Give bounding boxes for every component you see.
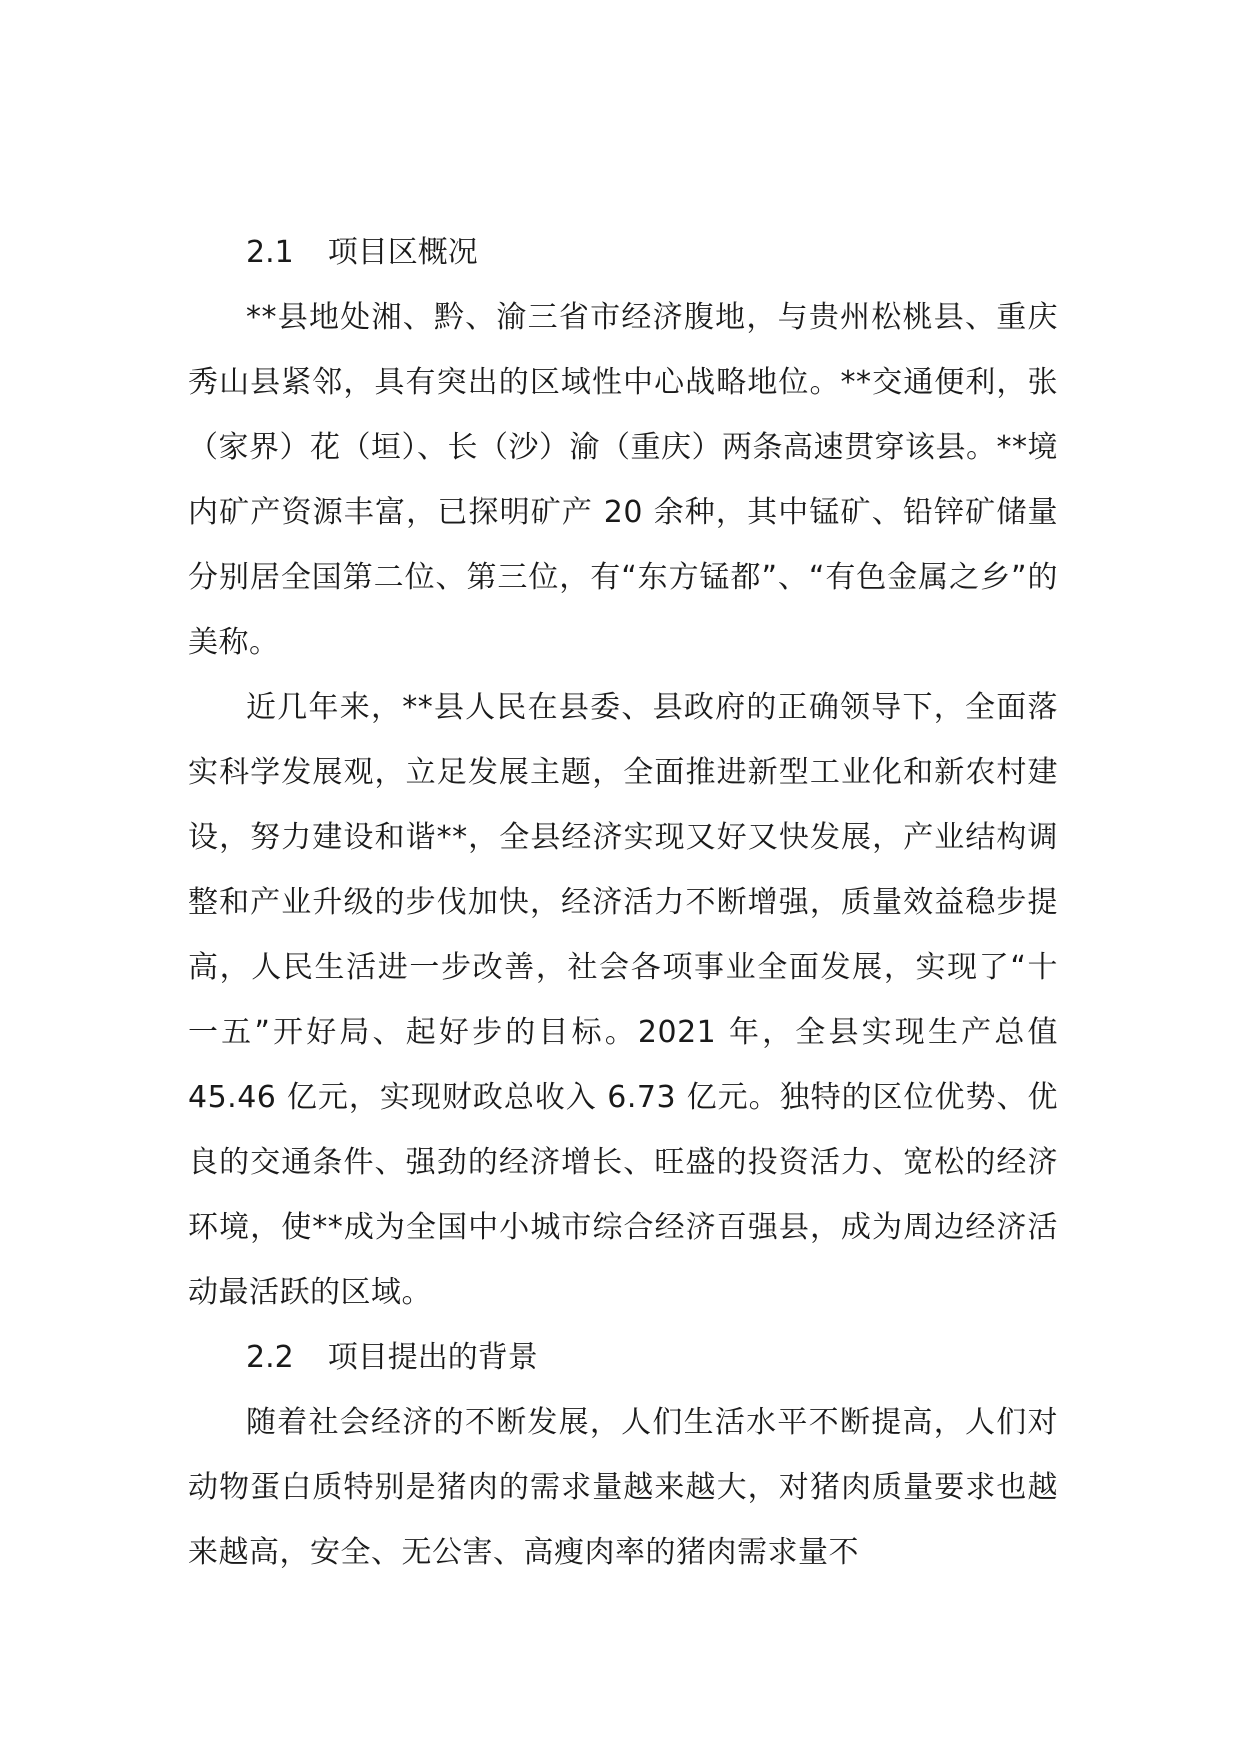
paragraph-development: 近几年来，**县人民在县委、县政府的正确领导下，全面落实科学发展观，立足发展主题，全面推进新型工业化和新农村建设，努力建设和谐**，全县经济实现又好又快发展，产业结构调整和产业升级的步伐加快，经济活力不断增强，质量效益稳步提高，人民生活进一步改善，社会各项事业全面发展，实现了“十一五”开好局、起好步的目标。2021 年，全县实现生产总值 45.46 亿元，实现财政总收入 6.73 亿元。独特的区位优势、优良的交通条件、强劲的经济增长、旺盛的投资活力、宽松的经济环境，使**成为全国中小城市综合经济百强县，成为周边经济活动最活跃的区域。 (188, 690, 1058, 1310)
section-heading-2-1 (188, 220, 1058, 285)
section-title: 项目区概况 (327, 235, 478, 270)
paragraph-overview: **县地处湘、黔、渝三省市经济腹地，与贵州松桃县、重庆秀山县紧邻，具有突出的区域性中心战略地位。**交通便利，张（家界）花（垣）、长（沙）渝（重庆）两条高速贯穿该县。**境内矿产资源丰富，已探明矿产 20 余种，其中锰矿、铅锌矿储量分别居全国第二位、第三位，有“东方锰都”、“有色金属之乡”的美称。 (188, 300, 1058, 660)
section-number: 2.1 (246, 235, 294, 270)
section-heading-2-2 (188, 1325, 1058, 1390)
document-body (188, 220, 1058, 1585)
section-title: 项目提出的背景 (327, 1340, 538, 1375)
paragraph-background: 随着社会经济的不断发展，人们生活水平不断提高，人们对动物蛋白质特别是猪肉的需求量越来越大，对猪肉质量要求也越来越高，安全、无公害、高瘦肉率的猪肉需求量不 (188, 1405, 1058, 1570)
section-number: 2.2 (246, 1340, 294, 1375)
